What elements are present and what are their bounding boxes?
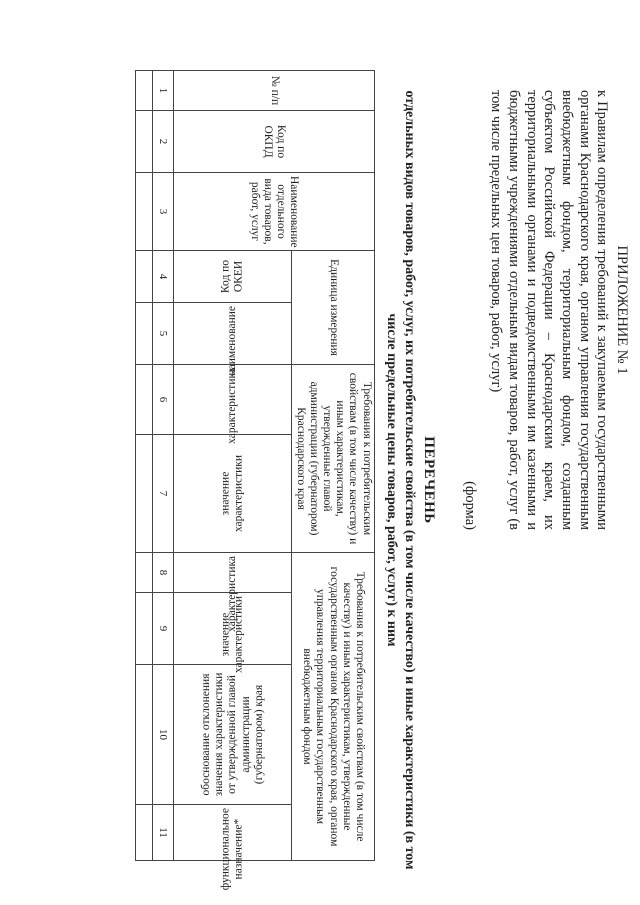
column-number: 1 — [153, 71, 174, 111]
empty-cell — [136, 303, 153, 365]
empty-cell — [136, 71, 153, 111]
column-number: 10 — [153, 665, 174, 805]
column-number: 3 — [153, 173, 174, 251]
column-number: 4 — [153, 251, 174, 303]
list-title: ПЕРЕЧЕНЬ — [421, 436, 437, 524]
empty-cell — [136, 173, 153, 251]
column-number: 2 — [153, 111, 174, 173]
empty-cell — [136, 665, 153, 805]
column-number: 11 — [153, 805, 174, 861]
header-cell-unit-group: Единица измерения — [292, 251, 375, 365]
header-cell-okpd: Код по ОКПД — [174, 111, 375, 173]
empty-cell — [136, 111, 153, 173]
header-cell-governor-requirements: Требования к потребительским свойствам (в том числе качеству) и иным характеристикам, утвержденные главой администрации (губернатором) Краснодарского края — [292, 365, 375, 553]
column-number: 8 — [153, 553, 174, 593]
requirements-table — [135, 70, 375, 891]
column-number: 6 — [153, 365, 174, 435]
column-number: 5 — [153, 303, 174, 365]
header-cell-number: № п/п — [174, 71, 375, 111]
header-cell-deviation-justification: обоснование отклонения значения характеристики от утвержденной главой администрации (губернатором) края — [174, 665, 292, 805]
header-cell-item-name: Наименование отдельного вида товаров, работ, услуг — [174, 173, 375, 251]
appendix-block — [461, 90, 630, 530]
header-cell-value-governor: значение характеристики — [174, 435, 292, 553]
appendix-title: ПРИЛОЖЕНИЕ № 1 — [614, 245, 630, 375]
header-cell-organ-requirements: Требования к потребительским свойствам (в том числе качеству) и иным характеристикам, утвержденные государственным органом Краснодарского края, органом управления территориальным государственным внебюджетным фондом — [292, 553, 375, 861]
column-number: 9 — [153, 593, 174, 665]
header-cell-functional-purpose: функциональное назначение* — [174, 805, 292, 861]
list-subtitle: отдельных видов товаров, работ, услуг, их потребительские свойства (в том числе качество) и иные характеристики (в том числе предельные цены товаров, работ, услуг) к ним — [384, 90, 418, 870]
empty-cell — [136, 365, 153, 435]
empty-cell — [136, 593, 153, 665]
header-cell-characteristic-organ: характеристика — [174, 553, 292, 593]
empty-table-row — [136, 71, 153, 861]
header-cell-characteristic-governor: характеристика — [174, 365, 292, 435]
header-row-1 — [292, 71, 375, 861]
header-cell-unit-name: наименование — [174, 303, 292, 365]
column-number-row — [153, 71, 174, 861]
empty-cell — [136, 435, 153, 553]
form-note: (форма) — [462, 481, 479, 530]
empty-cell — [136, 805, 153, 861]
header-cell-okei-code: Код по ОКЕИ — [174, 251, 292, 303]
appendix-text: к Правилам определения требований к закупаемым государственными органами Краснодарского края, органом управления государственным внебюджетным фондом, территориальным фондом, созданным субъектом Российской Федерации – Краснодарским краем, их территориальными органами и подведомственными им казенными и бюджетными учреждениями отдельным видам товаров, работ, услуг (в том числе предельных цен товаров, работ, услуг) — [488, 90, 611, 530]
header-cell-value-organ: значение характеристики — [174, 593, 292, 665]
column-number: 7 — [153, 435, 174, 553]
list-heading — [382, 90, 438, 870]
empty-cell — [136, 553, 153, 593]
empty-cell — [136, 251, 153, 303]
